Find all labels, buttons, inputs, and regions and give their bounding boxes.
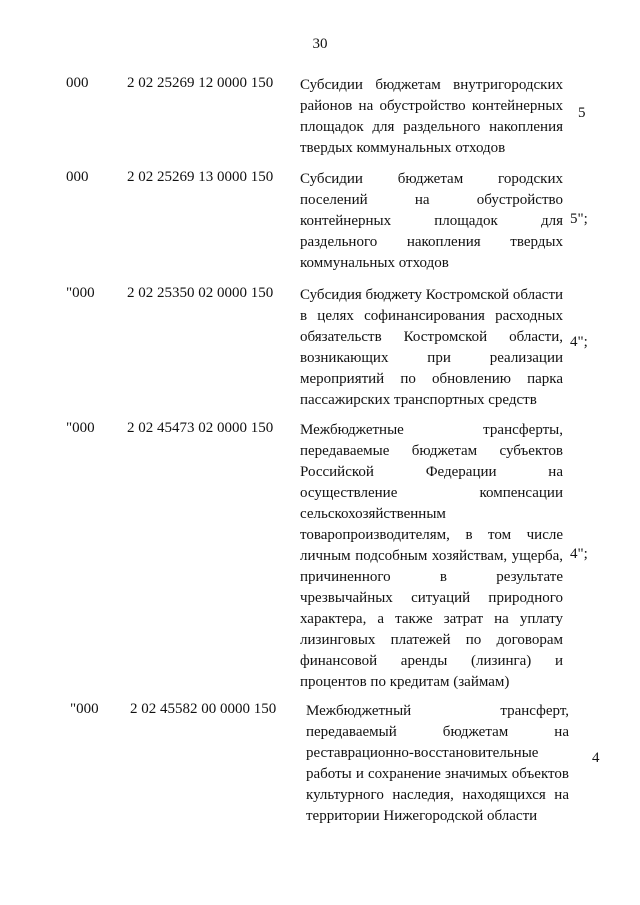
description-line: Российской Федерации на xyxy=(300,464,563,480)
description-line: личным подсобным хозяйствам, ущерба, xyxy=(300,548,563,564)
budget-classification-code: 2 02 25269 13 0000 150 xyxy=(127,169,274,185)
description-line: причиненного в результате xyxy=(300,569,563,585)
description-line: Субсидии бюджетам городских xyxy=(300,171,563,187)
description-line: процентов по кредитам (займам) xyxy=(300,674,510,690)
description-line: Субсидия бюджету Костромской области xyxy=(300,287,563,303)
description-line: поселений на обустройство xyxy=(300,192,563,208)
budget-classification-code: 2 02 45582 00 0000 150 xyxy=(130,701,277,717)
budget-classification-code: 2 02 25350 02 0000 150 xyxy=(127,285,274,301)
description-line: Межбюджетные трансферты, xyxy=(300,422,563,438)
description-line: лизинговых платежей по договорам xyxy=(300,632,563,648)
admin-code: 000 xyxy=(66,169,89,185)
description-line: работы и сохранение значимых объектов xyxy=(306,766,569,782)
description-line: финансовой аренды (лизинга) и xyxy=(300,653,563,669)
description-line: пассажирских транспортных средств xyxy=(300,392,537,408)
description-line: коммунальных отходов xyxy=(300,255,449,271)
page-number: 30 xyxy=(312,36,328,52)
description-line: реставрационно-восстановительные xyxy=(306,745,539,761)
description-line: осуществление компенсации xyxy=(300,485,563,501)
description-line: Межбюджетный трансферт, xyxy=(306,703,569,719)
description-line: в целях софинансирования расходных xyxy=(300,308,563,324)
description-line: передаваемые бюджетам субъектов xyxy=(300,443,563,459)
description-line: характера, а также затрат на уплату xyxy=(300,611,563,627)
description-line: Субсидии бюджетам внутригородских xyxy=(300,77,563,93)
description-line: возникающих при реализации xyxy=(300,350,563,366)
admin-code: "000 xyxy=(66,285,95,301)
description-line: контейнерных площадок для xyxy=(300,213,563,229)
description-line: товаропроизводителям, в том числе xyxy=(300,527,563,543)
description-line: передаваемый бюджетам на xyxy=(306,724,569,740)
admin-code: "000 xyxy=(70,701,99,717)
description-line: культурного наследия, находящихся на xyxy=(306,787,569,803)
distribution-rate: 4"; xyxy=(570,334,588,350)
revenue-description xyxy=(306,701,569,827)
description-line: мероприятий по обновлению парка xyxy=(300,371,563,387)
description-line: районов на обустройство контейнерных xyxy=(300,98,563,114)
distribution-rate: 5"; xyxy=(570,211,588,227)
description-line: площадок для раздельного накопления xyxy=(300,119,563,135)
description-line: чрезвычайных ситуаций природного xyxy=(300,590,563,606)
admin-code: "000 xyxy=(66,420,95,436)
distribution-rate: 4 xyxy=(592,750,600,766)
revenue-description xyxy=(300,75,563,159)
description-line: сельскохозяйственным xyxy=(300,506,446,522)
description-line: твердых коммунальных отходов xyxy=(300,140,506,156)
distribution-rate: 5 xyxy=(578,105,586,121)
revenue-description xyxy=(300,169,563,274)
description-line: территории Нижегородской области xyxy=(306,808,538,824)
budget-classification-code: 2 02 25269 12 0000 150 xyxy=(127,75,274,91)
revenue-description xyxy=(300,420,563,693)
description-line: обязательств Костромской области, xyxy=(300,329,563,345)
budget-classification-code: 2 02 45473 02 0000 150 xyxy=(127,420,274,436)
revenue-description xyxy=(300,285,563,411)
distribution-rate: 4"; xyxy=(570,546,588,562)
description-line: раздельного накопления твердых xyxy=(300,234,563,250)
admin-code: 000 xyxy=(66,75,89,91)
